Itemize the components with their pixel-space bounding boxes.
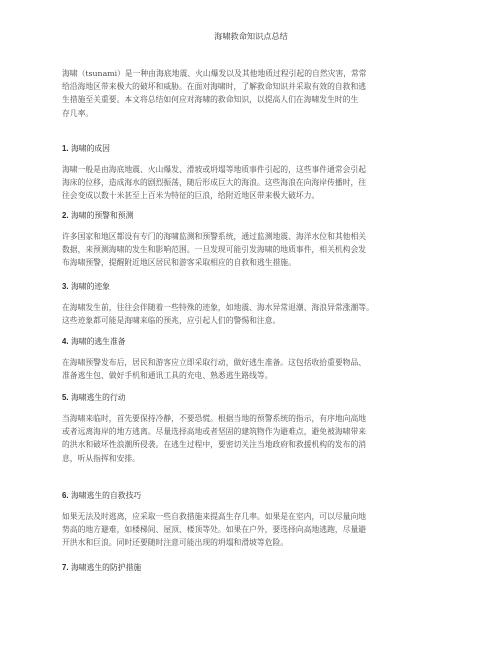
section-heading [62, 336, 440, 347]
section-heading [62, 281, 440, 292]
section-heading [62, 490, 440, 501]
section-7 [62, 562, 440, 573]
section-heading [62, 562, 440, 573]
section-2 [62, 210, 440, 270]
document-title: 海啸救命知识点总结 [214, 31, 288, 41]
section-title: 海啸逃生的自救技巧 [71, 491, 142, 500]
section-body: 在海啸发生前，往往会伴随着一些特殊的迹象，如地震、海水异常退潮、海浪异常涨潮等。 这些迹象都可能是海啸来临的预兆，应引起人们的警惕和注意。 [62, 303, 374, 326]
section-title: 海啸的逃生准备 [71, 337, 126, 346]
section-5 [62, 392, 440, 465]
section-number: 5. [62, 393, 69, 402]
section-body: 在海啸预警发布后，居民和游客应立即采取行动，做好逃生准备。这包括收拾重要物品、 准备逃生包、做好手机和通讯工具的充电、熟悉逃生路线等。 [62, 358, 367, 381]
section-4 [62, 336, 440, 382]
section-number: 3. [62, 282, 69, 291]
section-body: 海啸一般是由海底地震、火山爆发、滑坡或坍塌等地质事件引起的，这些事件通常会引起 海床的位移，造成海水的剧烈振荡，随后形成巨大的海浪。这些海浪在向海岸传播时，往 往会变成以数十米甚至上百米为特征的巨浪，给附近地区带来极大破坏力。 [62, 165, 367, 201]
section-heading [62, 392, 440, 403]
intro-paragraph: 海啸（tsunami）是一种由海底地震、火山爆发以及其他地质过程引起的自然灾害，常常 给沿海地区带来极大的破坏和威胁。在面对海啸时，了解救命知识并采取有效的自救和逃 生措施至关重要。本文将总结如何应对海啸的救命知识，以提高人们在海啸发生时的生 存几率。 [62, 69, 367, 118]
section-number: 4. [62, 337, 69, 346]
section-title: 海啸的迹象 [71, 282, 110, 291]
section-title: 海啸的成因 [71, 144, 110, 153]
section-body: 当海啸来临时，首先要保持冷静，不要恐慌。根据当地的预警系统的指示，有序地向高地 或者远离海岸的地方逃离。尽量选择高地或者坚固的建筑物作为避难点，避免被海啸带来 的洪水和破坏性浪潮所侵袭。在逃生过程中，要密切关注当地政府和救援机构的发布的消 息，听从指挥和安排。 [62, 414, 367, 463]
section-number: 2. [62, 211, 69, 220]
section-number: 1. [62, 144, 69, 153]
section-body: 许多国家和地区都设有专门的海啸监测和预警系统，通过监测地震、海洋水位和其他相关 数据，来预测海啸的发生和影响范围。一旦发现可能引发海啸的地质事件，相关机构会发 布海啸预警，提醒附近地区居民和游客采取相应的自救和逃生措施。 [62, 232, 367, 268]
section-title: 海啸逃生的行动 [71, 393, 126, 402]
section-1 [62, 143, 440, 203]
section-title: 海啸逃生的防护措施 [71, 563, 142, 572]
section-heading [62, 210, 440, 221]
section-heading [62, 143, 440, 154]
section-3 [62, 281, 440, 327]
section-title: 海啸的预警和预测 [71, 211, 134, 220]
section-body: 如果无法及时逃离，应采取一些自救措施来提高生存几率。如果是在室内，可以尽量向地 势高的地方避难，如楼梯间、屋顶、楼顶等处。如果在户外，要选择向高地逃跑，尽量避 开洪水和巨浪。同时还要随时注意可能出现的坍塌和滑坡等危险。 [62, 512, 367, 548]
section-6 [62, 490, 440, 550]
section-number: 7. [62, 563, 69, 572]
intro-block [62, 67, 440, 120]
section-number: 6. [62, 491, 69, 500]
